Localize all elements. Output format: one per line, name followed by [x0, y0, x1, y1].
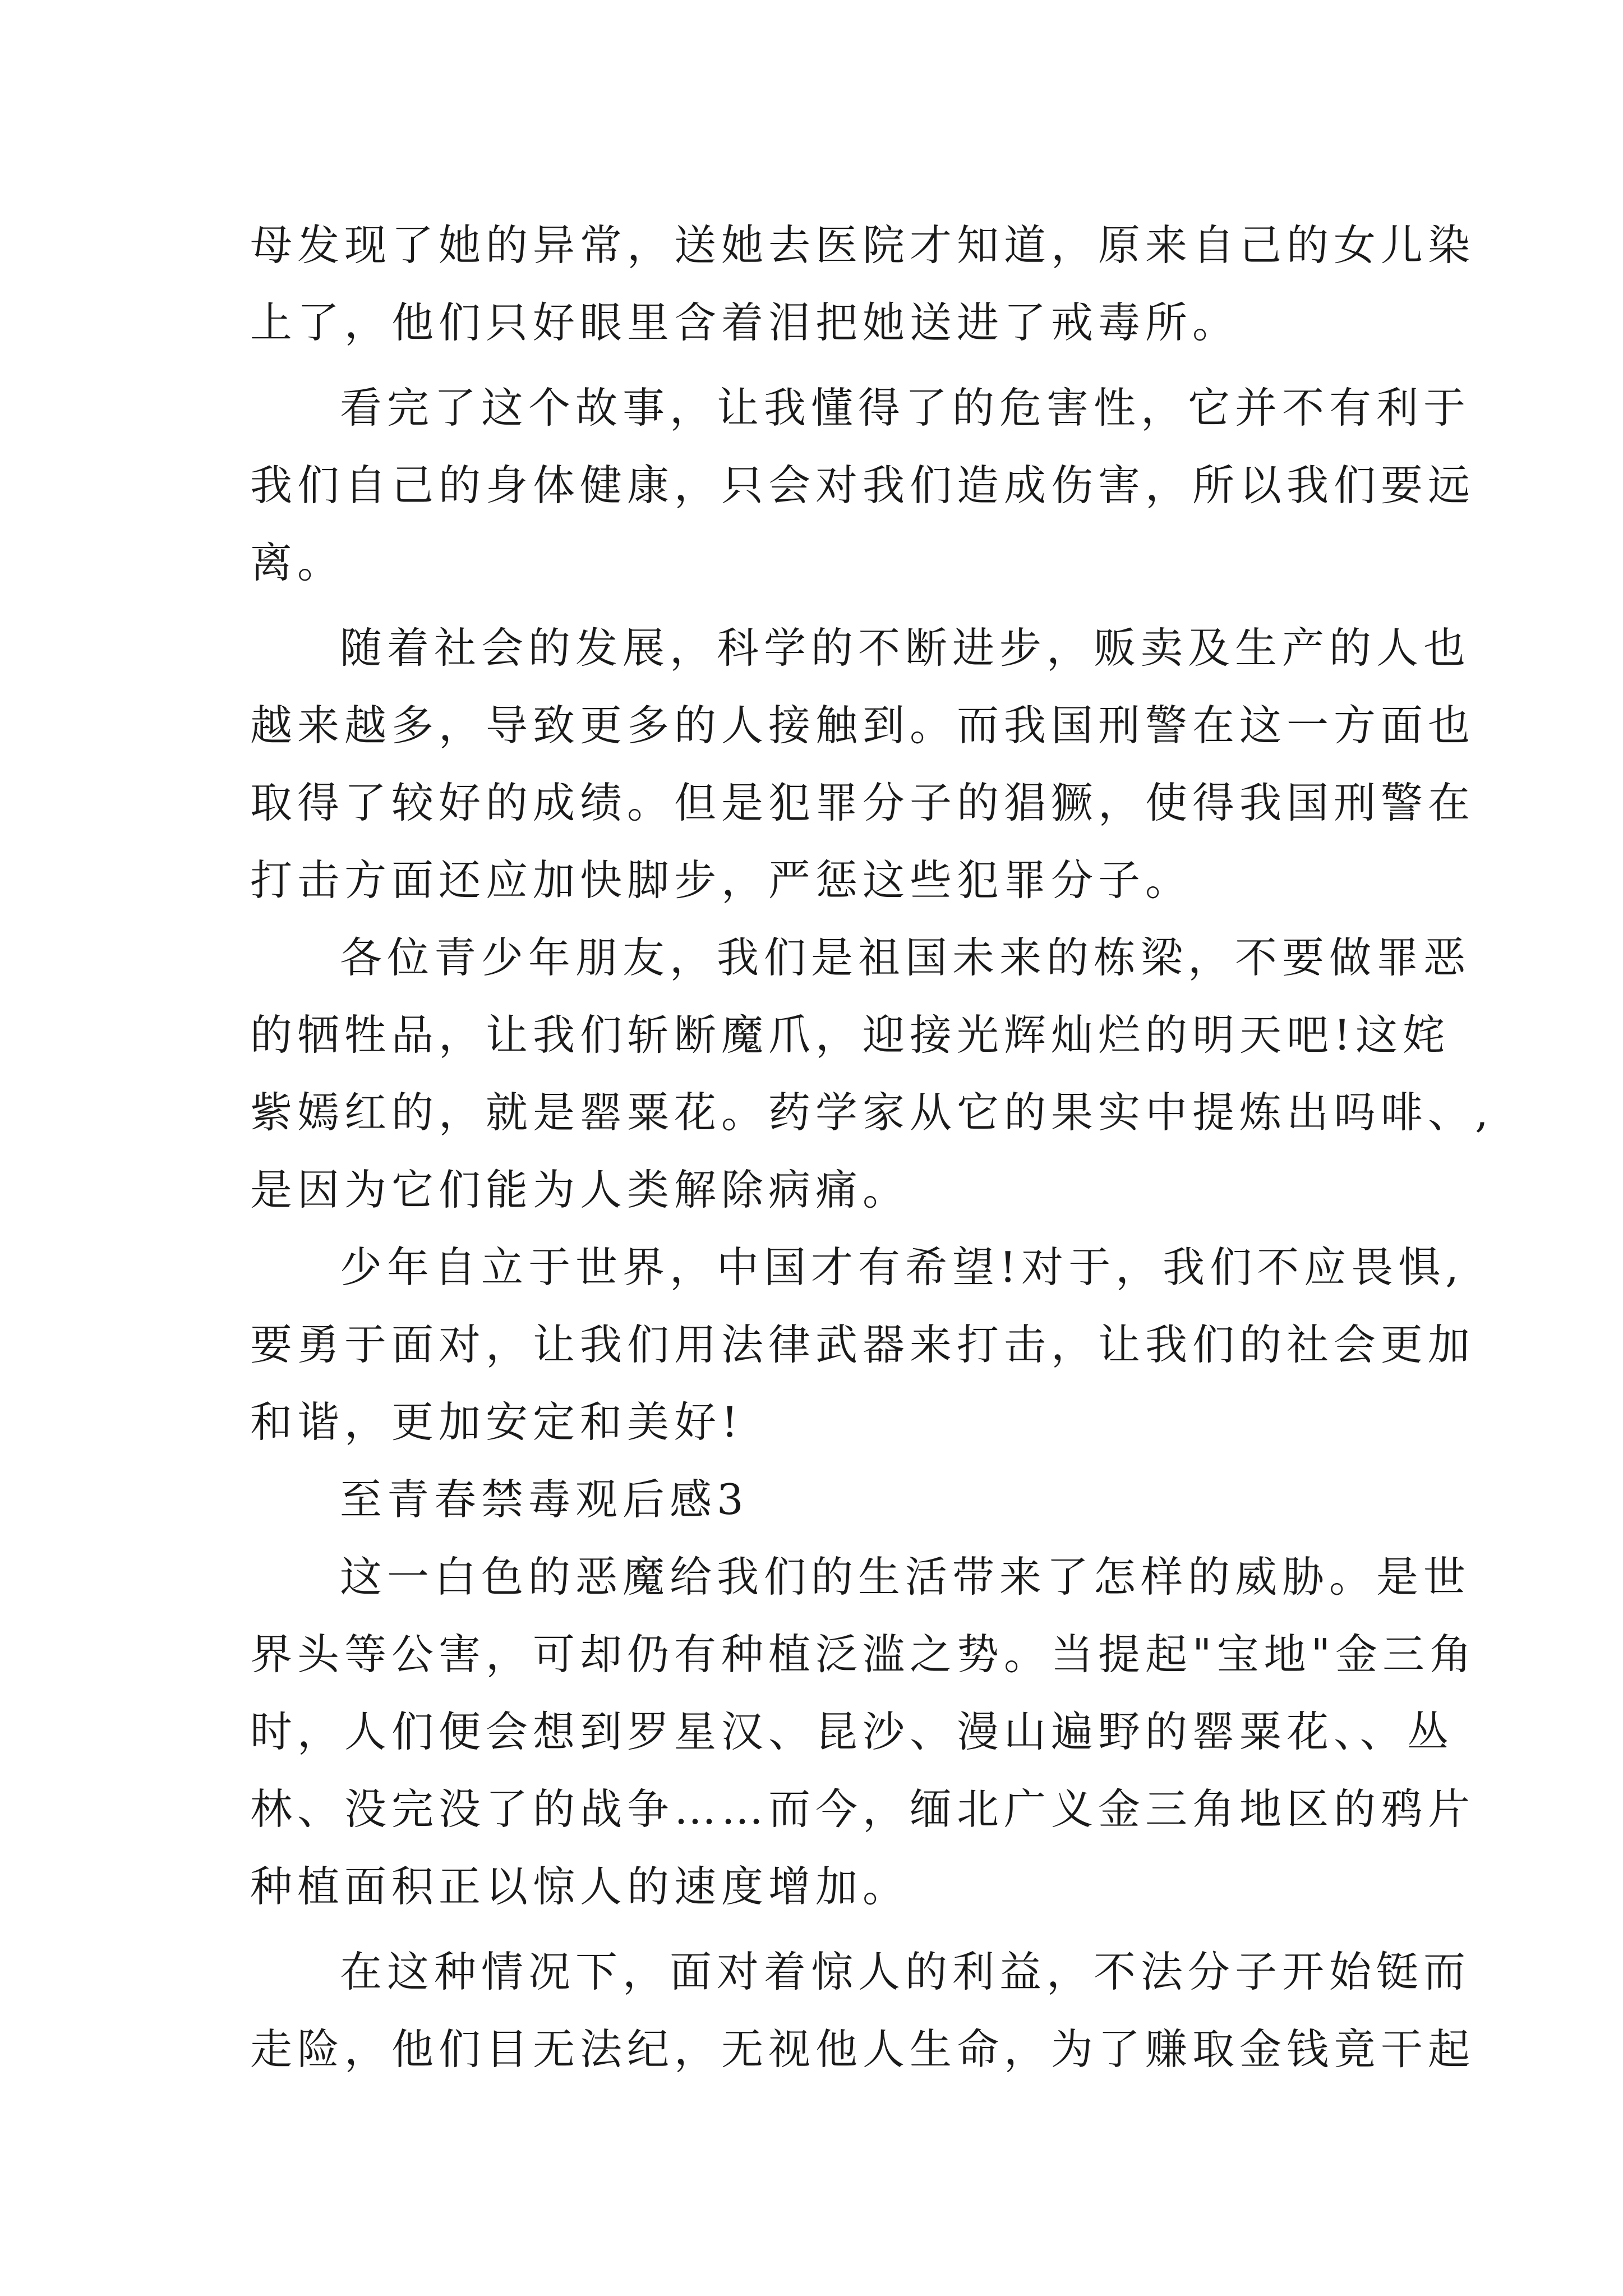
text-line: 取得了较好的成绩。但是犯罪分子的猖獗，使得我国刑警在	[250, 778, 1476, 827]
text-line: 至青春禁毒观后感3	[340, 1475, 749, 1524]
text-line: 和谐，更加安定和美好!	[250, 1397, 744, 1447]
text-line: 的牺牲品，让我们斩断魔爪，迎接光辉灿烂的明天吧!这姹	[250, 1010, 1450, 1060]
text-line: 少年自立于世界，中国才有希望!对于，我们不应畏惧,	[340, 1243, 1464, 1292]
paragraph	[250, 609, 1476, 919]
text-line: 母发现了她的异常，送她去医院才知道，原来自己的女儿染	[250, 220, 1476, 270]
text-line: 越来越多，导致更多的人接触到。而我国刑警在这一方面也	[250, 701, 1476, 750]
text-line: 离。	[250, 538, 345, 587]
text-line: 走险，他们目无法纪，无视他人生命，为了赚取金钱竟干起	[250, 2024, 1476, 2074]
paragraph	[250, 206, 1476, 361]
document-body	[250, 206, 1493, 2088]
text-line: 紫嫣红的，就是罂粟花。药学家从它的果实中提炼出吗啡、,	[250, 1088, 1493, 1137]
text-line: 界头等公害，可却仍有种植泛滥之势。当提起"宝地"金三角	[250, 1630, 1477, 1679]
text-line: 在这种情况下，面对着惊人的利益，不法分子开始铤而	[340, 1947, 1471, 1996]
text-line: 上了，他们只好眼里含着泪把她送进了戒毒所。	[250, 298, 1240, 347]
text-line: 各位青少年朋友，我们是祖国未来的栋梁，不要做罪恶	[340, 933, 1471, 982]
text-line: 时，人们便会想到罗星汉、昆沙、漫山遍野的罂粟花、、丛	[250, 1707, 1454, 1756]
paragraph	[250, 919, 1493, 1228]
section-heading	[250, 1461, 1389, 1538]
text-line: 我们自己的身体健康，只会对我们造成伤害，所以我们要远	[250, 461, 1476, 510]
paragraph	[250, 1538, 1477, 1925]
text-line: 打击方面还应加快脚步，严惩这些犯罪分子。	[250, 855, 1193, 905]
text-line: 看完了这个故事，让我懂得了的危害性，它并不有利于	[340, 383, 1471, 432]
text-line: 随着社会的发展，科学的不断进步，贩卖及生产的人也	[340, 623, 1471, 673]
paragraph	[250, 1933, 1476, 2088]
text-line: 种植面积正以惊人的速度增加。	[250, 1862, 910, 1911]
text-line: 这一白色的恶魔给我们的生活带来了怎样的威胁。是世	[340, 1552, 1471, 1602]
paragraph	[250, 369, 1476, 601]
text-line: 要勇于面对，让我们用法律武器来打击，让我们的社会更加	[250, 1320, 1476, 1369]
text-line: 是因为它们能为人类解除病痛。	[250, 1165, 910, 1214]
text-line: 林、没完没了的战争……而今，缅北广义金三角地区的鸦片	[250, 1784, 1476, 1834]
paragraph	[250, 1228, 1476, 1461]
